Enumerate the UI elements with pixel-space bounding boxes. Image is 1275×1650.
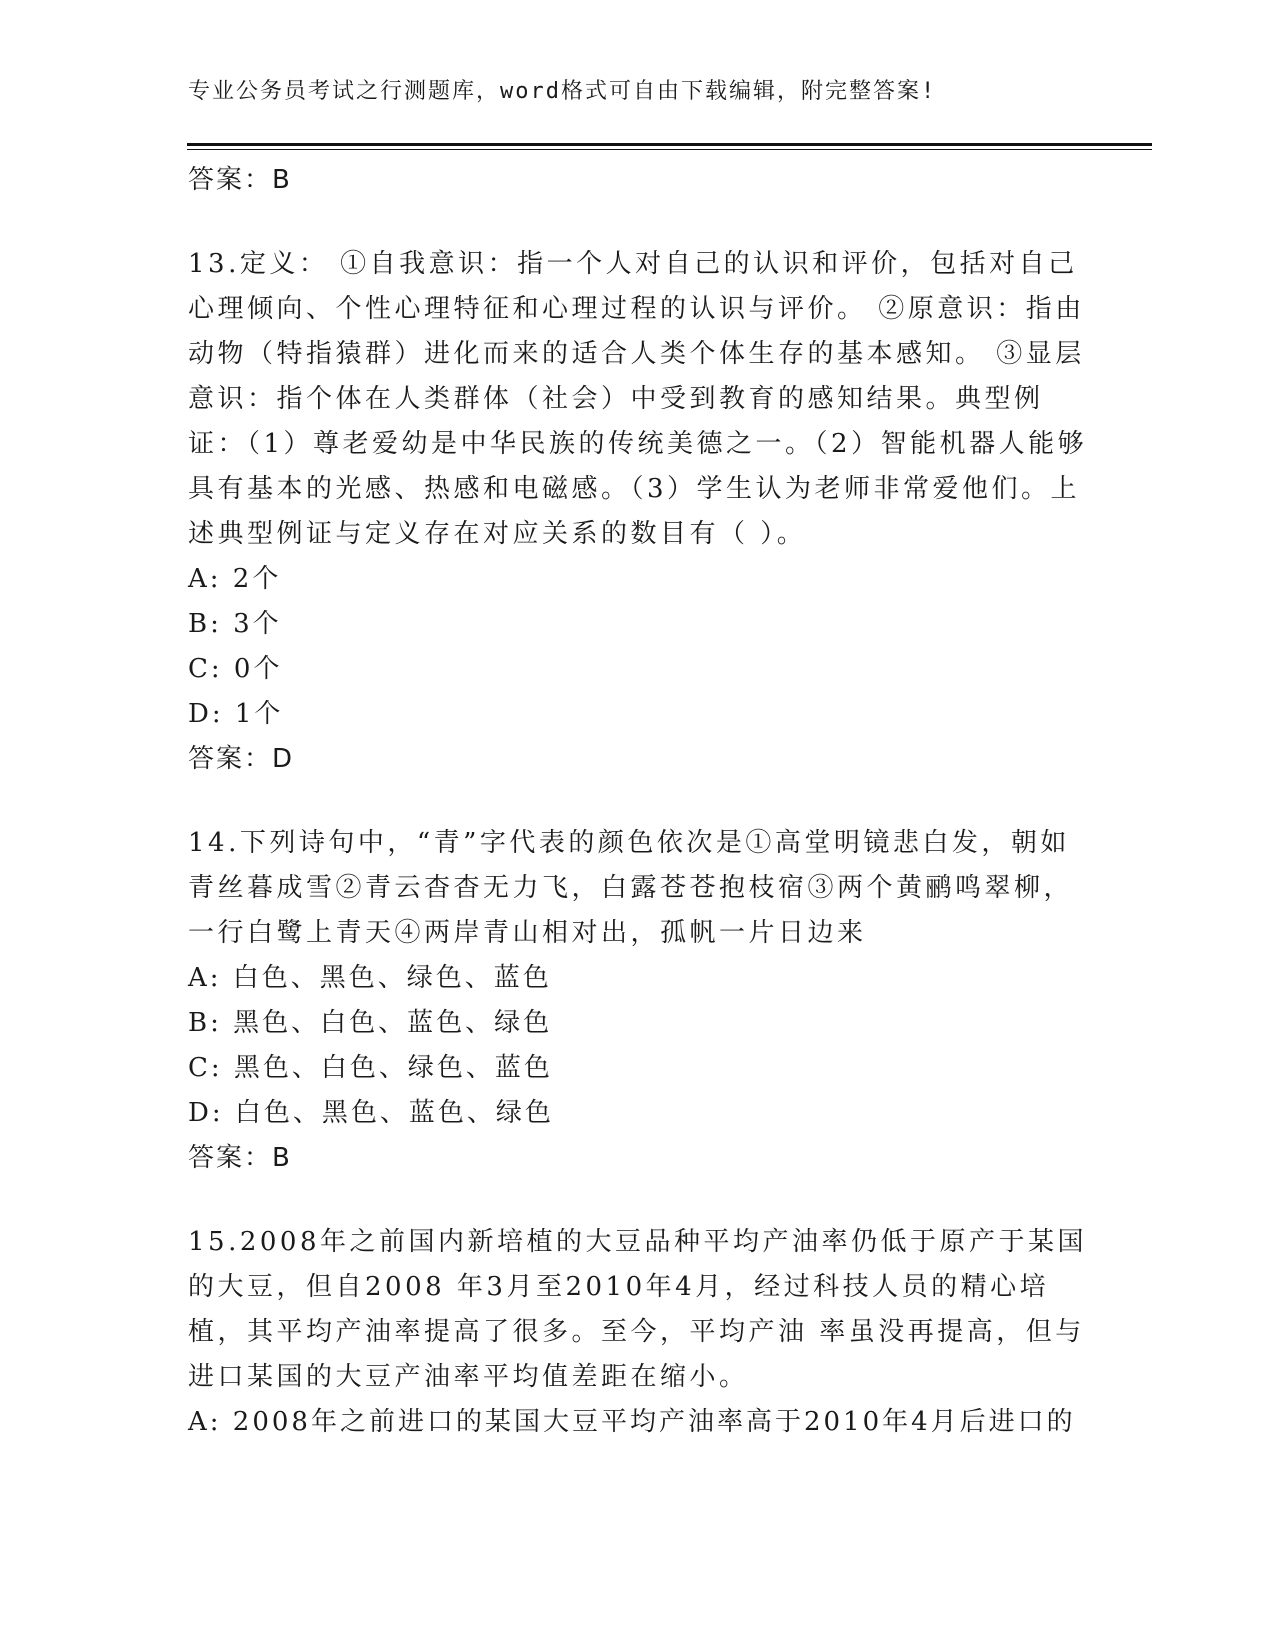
- answer-line: 答案：D: [188, 744, 295, 774]
- option-d: D: 1个: [188, 699, 284, 729]
- answer-line: 答案：B: [188, 165, 292, 195]
- question-text: 13.定义： ①自我意识：指一个人对自己的认识和评价，包括对自己心理倾向、个性心理特征和心理过程的认识与评价。 ②原意识：指由动物（特指猿群）进化而来的适合人类个体生存的基本感知。 ③显层意识：指个体在人类群体（社会）中受到教育的感知结果。典型例证：（1）尊老爱幼是中华民族的传统美德之一。（2）智能机器人能够具有基本的光感、热感和电磁感。（3）学生认为老师非常爱他们。上述典型例证与定义存在对应关系的数目有（ ）。: [188, 249, 1088, 549]
- document-body: [188, 158, 1088, 1445]
- header-rule-thin: [187, 149, 1152, 150]
- question-block: [188, 242, 1088, 781]
- option-a: A: 2个: [188, 564, 282, 594]
- option-a: A: 2008年之前进口的某国大豆平均产油率高于2010年4月后进口的: [188, 1407, 1076, 1437]
- question-text: 14.下列诗句中，“青”字代表的颜色依次是①高堂明镜悲白发，朝如青丝暮成雪②青云杳杳无力飞，白露苍苍抱枝宿③两个黄鹂鸣翠柳，一行白鹭上青天④两岸青山相对出，孤帆一片日边来: [188, 828, 1074, 948]
- option-b: B: 3个: [188, 609, 282, 639]
- option-c: C: 0个: [188, 654, 283, 684]
- header-rule: [187, 143, 1152, 146]
- question-block: [188, 1220, 1088, 1445]
- page-header: 专业公务员考试之行测题库，word格式可自由下载编辑，附完整答案!: [188, 79, 937, 104]
- option-b: B: 黑色、白色、蓝色、绿色: [188, 1008, 553, 1038]
- option-d: D: 白色、黑色、蓝色、绿色: [188, 1098, 554, 1128]
- question-text: 15.2008年之前国内新培植的大豆品种平均产油率仍低于原产于某国的大豆，但自2008 年3月至2010年4月，经过科技人员的精心培植，其平均产油率提高了很多。至今，平均产油 率虽没再提高，但与进口某国的大豆产油率平均值差距在缩小。: [188, 1227, 1088, 1392]
- option-a: A: 白色、黑色、绿色、蓝色: [188, 963, 552, 993]
- answer-line: 答案：B: [188, 1143, 292, 1173]
- option-c: C: 黑色、白色、绿色、蓝色: [188, 1053, 553, 1083]
- question-block: [188, 821, 1088, 1180]
